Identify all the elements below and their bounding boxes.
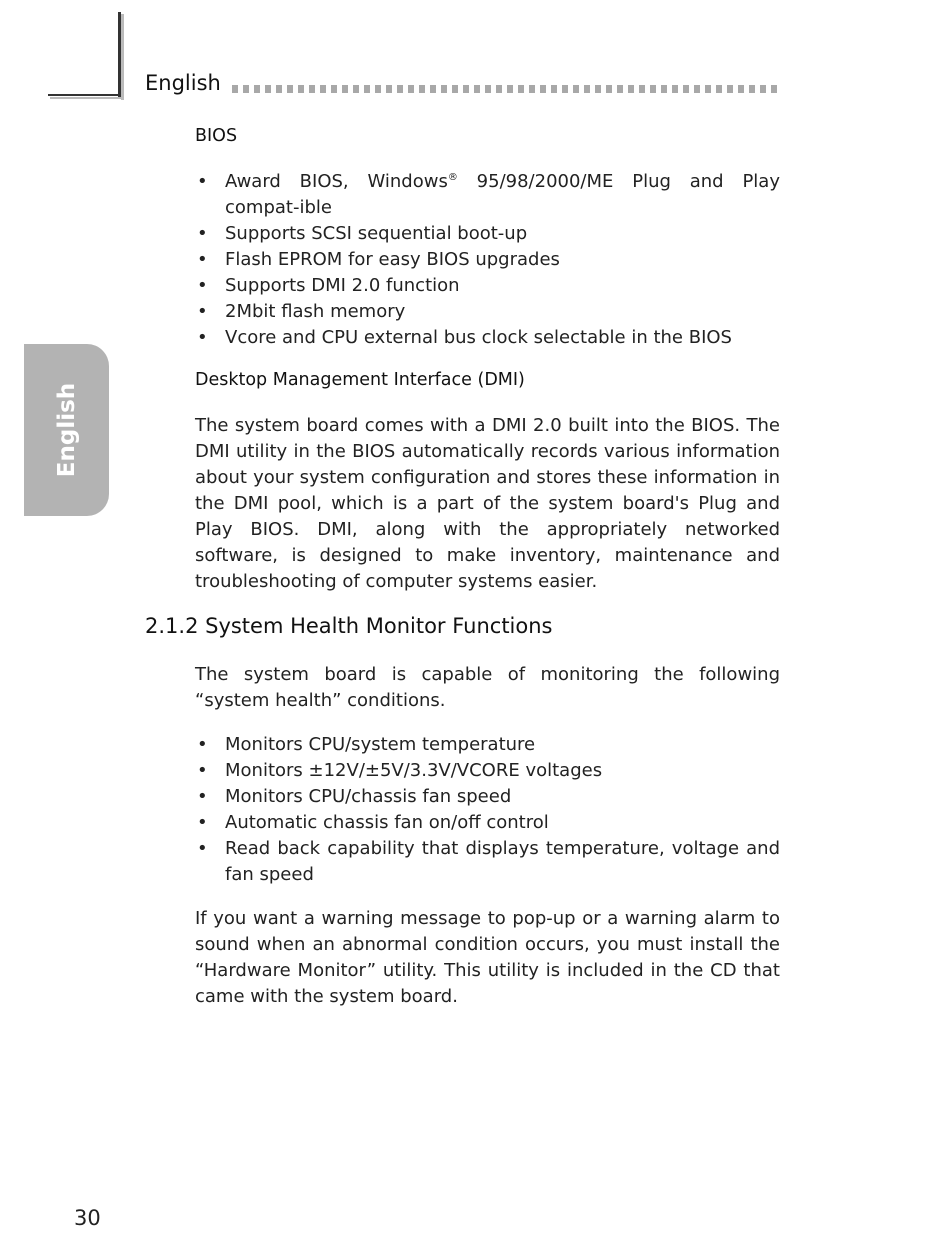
- list-item-text: Award BIOS, Windows: [225, 171, 448, 192]
- registered-mark: ®: [447, 172, 458, 183]
- list-item: • Monitors CPU/system temperature: [195, 732, 780, 758]
- bios-heading: BIOS: [195, 126, 238, 146]
- list-item: • Vcore and CPU external bus clock selectable in the BIOS: [195, 325, 780, 351]
- list-item: • Read back capability that displays temperature, voltage and fan speed: [195, 836, 780, 888]
- section-title: 2.1.2 System Health Monitor Functions: [145, 614, 553, 638]
- running-header-label: English: [145, 71, 221, 95]
- health-feature-list: [195, 732, 780, 888]
- list-item: • Supports SCSI sequential boot-up: [195, 221, 780, 247]
- list-item: • Monitors ±12V/±5V/3.3V/VCORE voltages: [195, 758, 780, 784]
- corner-mark-vertical: [118, 12, 121, 98]
- list-item: [195, 169, 780, 221]
- list-item: • Monitors CPU/chassis fan speed: [195, 784, 780, 810]
- corner-mark-horizontal: [48, 94, 120, 96]
- list-item-text: 95/98/2000/ME Plug and Play compat-ible: [225, 171, 780, 218]
- dmi-paragraph: The system board comes with a DMI 2.0 built into the BIOS. The DMI utility in the BIOS automatically records various information about your system configuration and stores these information in the DMI pool, which is a part of the system board's Plug and Play BIOS. DMI, along with the appropriately networked software, is designed to make inventory, maintenance and troubleshooting of computer systems easier.: [195, 415, 780, 592]
- dmi-heading: Desktop Management Interface (DMI): [195, 370, 525, 390]
- health-intro-paragraph: The system board is capable of monitoring the following “system health” conditions.: [195, 664, 780, 711]
- list-item: • 2Mbit flash memory: [195, 299, 780, 325]
- language-side-tab-label: English: [54, 382, 80, 478]
- list-item: • Automatic chassis fan on/off control: [195, 810, 780, 836]
- list-item: • Supports DMI 2.0 function: [195, 273, 780, 299]
- header-dot-rule: [232, 85, 780, 93]
- page-number: 30: [74, 1206, 101, 1230]
- list-item: • Flash EPROM for easy BIOS upgrades: [195, 247, 780, 273]
- bios-feature-list: [195, 169, 780, 351]
- health-closing-paragraph: If you want a warning message to pop-up or a warning alarm to sound when an abnormal condition occurs, you must install the “Hardware Monitor” utility. This utility is included in the CD that came with the system board.: [195, 908, 780, 1007]
